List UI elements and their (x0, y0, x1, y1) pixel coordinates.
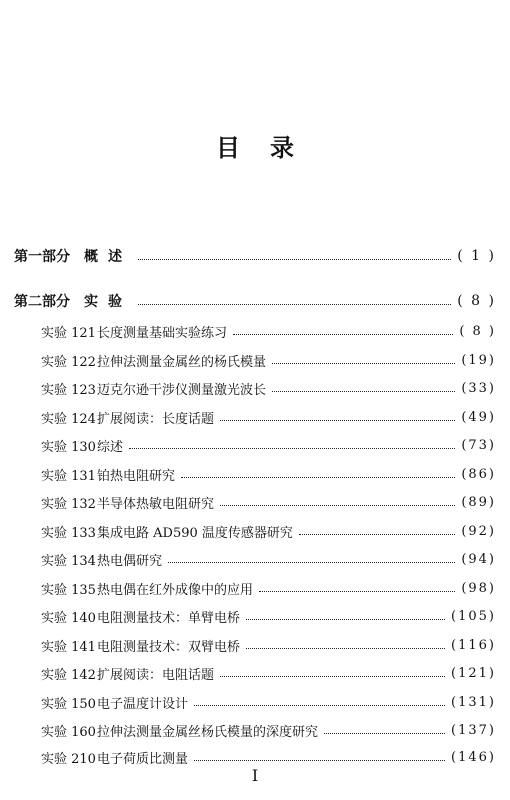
item-code: 实验 122 (41, 354, 96, 370)
page-number: (146) (451, 749, 496, 765)
page-number: (131) (451, 694, 496, 710)
item-title: 长度测量基础实验练习 (97, 325, 228, 341)
dot-leader (194, 760, 445, 761)
page-number: ( 8 ) (459, 323, 496, 339)
page-number: (98) (461, 580, 496, 596)
dot-leader (246, 648, 445, 649)
page-number: ( 8 ) (457, 293, 496, 309)
item-title: 迈克尔逊干涉仪测量激光波长 (97, 382, 267, 398)
title-char-1: 目 (216, 133, 240, 162)
page-number: (94) (461, 551, 496, 567)
dot-leader (138, 304, 451, 305)
toc-item[interactable] (0, 548, 510, 570)
item-code: 实验 210 (41, 751, 96, 767)
toc-item[interactable] (0, 491, 510, 513)
item-code: 实验 121 (41, 325, 96, 341)
dot-leader (233, 334, 453, 335)
dot-leader (168, 562, 455, 563)
dot-leader (138, 259, 451, 260)
dot-leader (220, 676, 445, 677)
toc-part-2[interactable] (0, 290, 510, 312)
item-code: 实验 123 (41, 382, 96, 398)
dot-leader (246, 619, 445, 620)
item-title: 拉伸法测量金属丝杨氏模量的深度研究 (97, 724, 319, 740)
toc-item[interactable] (0, 719, 510, 741)
item-title: 综述 (97, 439, 124, 455)
item-title: 电阻测量技术：双臂电桥 (97, 639, 241, 655)
page-number: (73) (461, 437, 496, 453)
dot-leader (324, 733, 445, 734)
dot-leader (220, 505, 455, 506)
page-number: (92) (461, 523, 496, 539)
toc-item[interactable] (0, 463, 510, 485)
dot-leader (194, 705, 445, 706)
item-code: 实验 131 (41, 468, 96, 484)
item-title: 电子温度计设计 (97, 696, 189, 712)
item-title: 电子荷质比测量 (97, 751, 189, 767)
dot-leader (129, 448, 455, 449)
item-code: 实验 124 (41, 411, 96, 427)
page-number: (33) (461, 380, 496, 396)
item-code: 实验 160 (41, 724, 96, 740)
dot-leader (181, 477, 455, 478)
page-number: (105) (451, 608, 496, 624)
footer-page-number: I (251, 766, 259, 785)
item-title: 电阻测量技术：单臂电桥 (97, 610, 241, 626)
item-title: 铂热电阻研究 (97, 468, 176, 484)
toc-item[interactable] (0, 577, 510, 599)
toc-item[interactable] (0, 434, 510, 456)
title-char-2: 录 (270, 133, 294, 162)
toc-item[interactable] (0, 605, 510, 627)
toc-item[interactable] (0, 406, 510, 428)
item-code: 实验 150 (41, 696, 96, 712)
item-title: 热电偶研究 (97, 553, 163, 569)
page-number: (116) (451, 637, 496, 653)
dot-leader (272, 363, 455, 364)
item-title: 扩展阅读：长度话题 (97, 411, 215, 427)
item-title: 拉伸法测量金属丝的杨氏模量 (97, 354, 267, 370)
item-title: 扩展阅读：电阻话题 (97, 667, 215, 683)
toc-item[interactable] (0, 520, 510, 542)
toc-item[interactable] (0, 746, 510, 768)
item-code: 实验 134 (41, 553, 96, 569)
item-title: 集成电路 AD590 温度传感器研究 (97, 525, 293, 541)
page-number: (86) (461, 466, 496, 482)
page-number: (137) (451, 722, 496, 738)
page-number: (89) (461, 494, 496, 510)
item-code: 实验 142 (41, 667, 96, 683)
toc-item[interactable] (0, 634, 510, 656)
part-label: 第二部分 实验 (14, 294, 132, 310)
dot-leader (299, 534, 455, 535)
page-number: ( 1 ) (457, 248, 496, 264)
toc-item[interactable] (0, 320, 510, 342)
toc-item[interactable] (0, 662, 510, 684)
page-number: (121) (451, 665, 496, 681)
toc-part-1[interactable] (0, 245, 510, 267)
toc-item[interactable] (0, 349, 510, 371)
dot-leader (220, 420, 455, 421)
item-title: 热电偶在红外成像中的应用 (97, 582, 254, 598)
item-code: 实验 135 (41, 582, 96, 598)
page-number: (49) (461, 409, 496, 425)
item-code: 实验 140 (41, 610, 96, 626)
item-code: 实验 133 (41, 525, 96, 541)
dot-leader (272, 391, 455, 392)
item-title: 半导体热敏电阻研究 (97, 496, 215, 512)
item-code: 实验 130 (41, 439, 96, 455)
item-code: 实验 132 (41, 496, 96, 512)
page-number: (19) (461, 352, 496, 368)
toc-item[interactable] (0, 377, 510, 399)
toc-item[interactable] (0, 691, 510, 713)
item-code: 实验 141 (41, 639, 96, 655)
dot-leader (259, 591, 455, 592)
part-label: 第一部分 概述 (14, 249, 132, 265)
page-title (0, 128, 510, 163)
